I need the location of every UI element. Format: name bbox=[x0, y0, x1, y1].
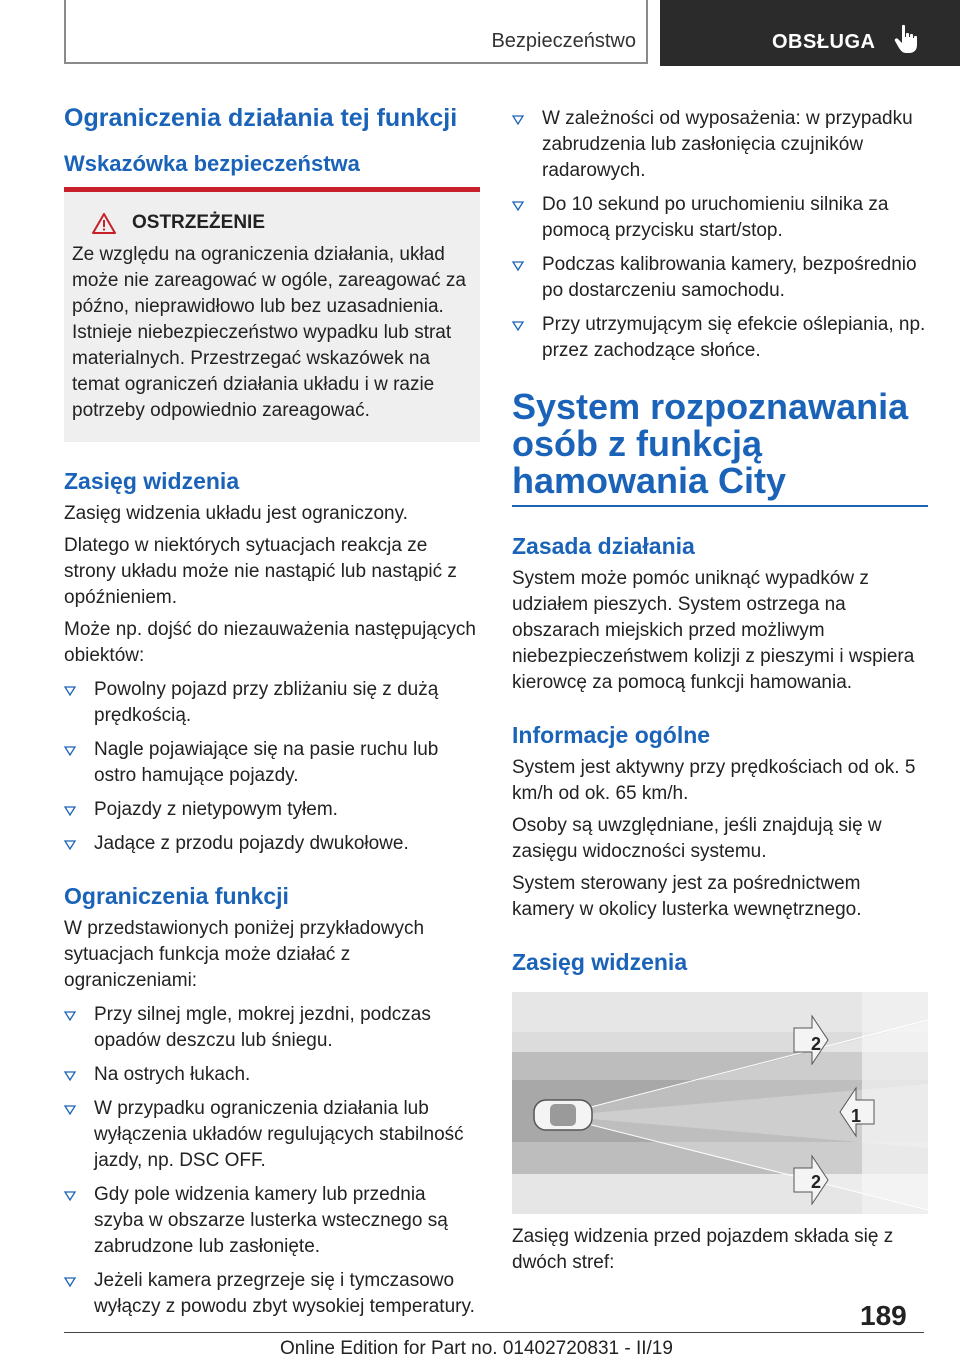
triangle-bullet-icon bbox=[64, 1011, 76, 1021]
header-chapter-tab bbox=[660, 0, 960, 66]
triangle-bullet-icon bbox=[64, 840, 76, 850]
list-item: Powolny pojazd przy zbliżaniu się z dużą prędkością. bbox=[64, 677, 480, 729]
right-column bbox=[512, 100, 928, 1276]
list-item: Przy silnej mgle, mokrej jezdni, podczas opadów deszczu lub śniegu. bbox=[64, 1002, 480, 1054]
triangle-bullet-icon bbox=[64, 806, 76, 816]
limits-list bbox=[64, 1002, 480, 1320]
range-paragraph: Może np. dojść do niezauważenia następujących obiektów: bbox=[64, 619, 476, 666]
triangle-bullet-icon bbox=[64, 746, 76, 756]
list-item: Jeżeli kamera przegrzeje się i tymczasowo wyłączy z powodu zbyt wysokiej temperatury. bbox=[64, 1268, 480, 1320]
zone-label: 2 bbox=[810, 1034, 822, 1054]
range-paragraph: Dlatego w niektórych sytuacjach reakcja ze strony układu może nie nastąpić lub nastąpić z opóźnieniem. bbox=[64, 535, 457, 608]
triangle-bullet-icon bbox=[512, 201, 524, 211]
chapter-title: System rozpoznawania osób z funkcją hamowania City bbox=[512, 388, 928, 507]
range-list bbox=[64, 677, 480, 857]
principle-heading: Zasada działania bbox=[512, 533, 695, 559]
safety-heading: Wskazówka bezpieczeństwa bbox=[64, 151, 360, 176]
edition-text: Online Edition for Part no. 01402720831 - II/19 bbox=[280, 1338, 673, 1359]
triangle-bullet-icon bbox=[64, 686, 76, 696]
header-section-title: Bezpieczeństwo bbox=[491, 30, 636, 52]
warning-title bbox=[92, 212, 472, 234]
triangle-bullet-icon bbox=[64, 1191, 76, 1201]
warning-label: OSTRZEŻENIE bbox=[132, 212, 266, 233]
list-item: Przy utrzymującym się efekcie oślepiania, np. przez zachodzące słońce. bbox=[512, 312, 928, 364]
footer-rule bbox=[64, 1332, 924, 1333]
triangle-bullet-icon bbox=[64, 1071, 76, 1081]
warning-box bbox=[64, 187, 480, 442]
list-item: Pojazdy z nietypowym tyłem. bbox=[64, 797, 480, 823]
general-paragraph: System sterowany jest za pośrednictwem kamery w okolicy lusterka wewnętrznego. bbox=[512, 873, 862, 920]
list-item: Gdy pole widzenia kamery lub przednia szyba w obszarze lusterka wstecznego są zabrudzone lub zasłonięte. bbox=[64, 1182, 480, 1260]
section-title: Ograniczenia działania tej funkcji bbox=[64, 104, 458, 132]
triangle-bullet-icon bbox=[64, 1277, 76, 1287]
list-item: Jadące z przodu pojazdy dwukołowe. bbox=[64, 831, 480, 857]
zone-label: 2 bbox=[810, 1172, 822, 1192]
limits-paragraph: W przedstawionych poniżej przykładowych sytuacjach funkcja może działać z ograniczeniami: bbox=[64, 918, 425, 991]
principle-paragraph: System może pomóc uniknąć wypadków z udziałem pieszych. System ostrzega na obszarach miejskich przed możliwym niebezpieczeństwem kolizji z pieszymi i wspiera kierowcę za pomocą funkcji hamowania. bbox=[512, 568, 915, 693]
list-item: Nagle pojawiające się na pasie ruchu lub ostro hamujące pojazdy. bbox=[64, 737, 480, 789]
general-heading: Informacje ogólne bbox=[512, 722, 711, 748]
page-number: 189 bbox=[860, 1300, 907, 1331]
range-heading-right: Zasięg widzenia bbox=[512, 949, 688, 975]
detection-range-figure bbox=[512, 992, 928, 1214]
triangle-bullet-icon bbox=[64, 1105, 76, 1115]
list-item: Do 10 sekund po uruchomieniu silnika za pomocą przycisku start/stop. bbox=[512, 192, 928, 244]
car-icon bbox=[534, 1100, 592, 1130]
triangle-bullet-icon bbox=[512, 115, 524, 125]
list-item: Podczas kalibrowania kamery, bezpośrednio po dostarczeniu samochodu. bbox=[512, 252, 928, 304]
footer-edition bbox=[280, 1338, 673, 1360]
left-column bbox=[64, 100, 480, 1328]
triangle-bullet-icon bbox=[512, 321, 524, 331]
range-paragraph: Zasięg widzenia układu jest ograniczony. bbox=[64, 503, 408, 524]
triangle-bullet-icon bbox=[512, 261, 524, 271]
general-paragraph: Osoby są uwzględniane, jeśli znajdują się w zasięgu widoczności systemu. bbox=[512, 815, 882, 862]
limits-list-continued bbox=[512, 106, 928, 364]
pointing-hand-icon bbox=[894, 24, 920, 59]
limits-heading: Ograniczenia funkcji bbox=[64, 883, 289, 909]
header-chapter-title: OBSŁUGA bbox=[772, 31, 876, 53]
list-item: W zależności od wyposażenia: w przypadku zabrudzenia lub zasłonięcia czujników radarowych. bbox=[512, 106, 928, 184]
zone-label: 1 bbox=[850, 1106, 862, 1126]
figure-caption: Zasięg widzenia przed pojazdem składa się z dwóch stref: bbox=[512, 1226, 894, 1273]
detection-range-diagram bbox=[512, 992, 928, 1214]
general-paragraph: System jest aktywny przy prędkościach od ok. 5 km/h od ok. 65 km/h. bbox=[512, 757, 916, 804]
warning-text: Ze względu na ograniczenia działania, układ może nie zareagować w ogóle, zareagować za późno, nieprawidłowo lub bez uzasadnienia. Istnieje niebezpieczeństwo wypadku lub strat materialnych. Przestrzegać wskazówek na temat ograniczeń działania układu i w razie potrzeby odpowiednio zareagować. bbox=[72, 244, 466, 421]
range-heading: Zasięg widzenia bbox=[64, 468, 240, 494]
list-item: W przypadku ograniczenia działania lub wyłączenia układów regulujących stabilność jazdy, np. DSC OFF. bbox=[64, 1096, 480, 1174]
warning-triangle-icon bbox=[92, 213, 116, 234]
list-item: Na ostrych łukach. bbox=[64, 1062, 480, 1088]
